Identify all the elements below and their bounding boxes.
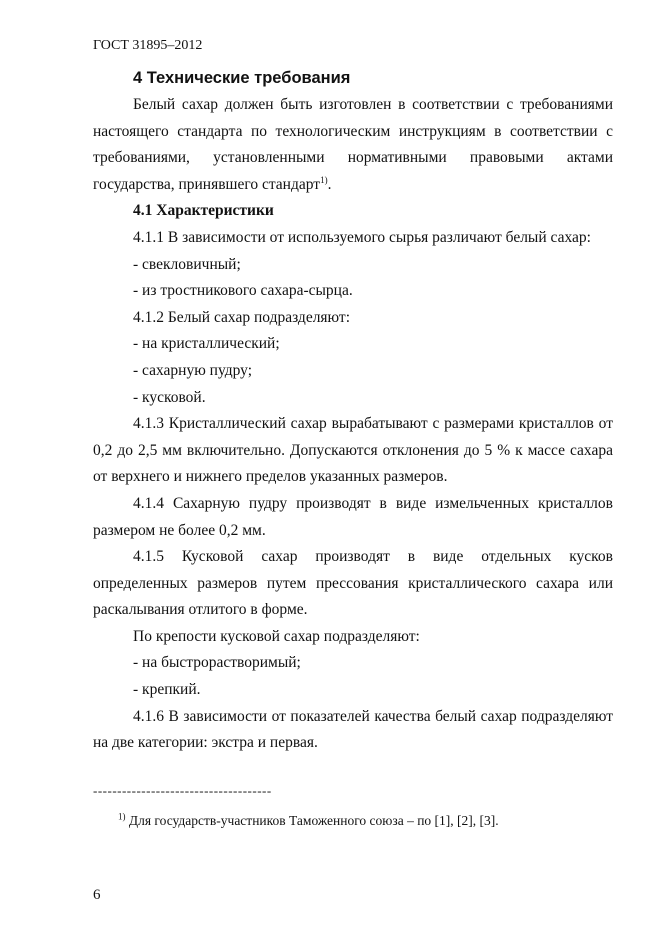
- intro-paragraph: Белый сахар должен быть изготовлен в соответствии с требованиями настоящего стандарта по технологическим инструкциям в соответствии с требованиями, установленными нормативными правовыми актами государства, принявшего стандарт$^{1)}$.: [93, 96, 613, 193]
- main-content: [93, 66, 613, 757]
- list-item: - свекловичный;: [133, 255, 241, 273]
- paragraph-strength: По крепости кусковой сахар подразделяют:: [133, 627, 420, 645]
- paragraph-4-1-6: 4.1.6 В зависимости от показателей качества белый сахар подразделяют на две категории: экстра и первая.: [93, 707, 613, 752]
- subsection-title: 4.1 Характеристики: [133, 202, 274, 220]
- paragraph-4-1-1: 4.1.1 В зависимости от используемого сырья различают белый сахар:: [133, 228, 591, 246]
- footnote-marker: 1): [118, 811, 126, 822]
- footnote-text: Для государств-участников Таможенного союза – по [1], [2], [3].: [125, 813, 499, 828]
- paragraph-4-1-5: 4.1.5 Кусковой сахар производят в виде отдельных кусков определенных размеров путем прессования кристаллического сахара или раскалывания отлитого в форме.: [93, 548, 613, 619]
- list-item: - из тростникового сахара-сырца.: [133, 282, 353, 300]
- list-item: - на быстрорастворимый;: [133, 654, 301, 672]
- footnote: [118, 813, 499, 829]
- list-item: - крепкий.: [133, 681, 201, 699]
- paragraph-4-1-2: 4.1.2 Белый сахар подразделяют:: [133, 308, 351, 326]
- section-title: 4 Технические требования: [133, 69, 351, 87]
- standard-header: ГОСТ 31895–2012: [93, 38, 203, 53]
- footnote-ref: 1): [320, 174, 328, 185]
- list-item: - кусковой.: [133, 388, 206, 406]
- paragraph-4-1-4: 4.1.4 Сахарную пудру производят в виде измельченных кристаллов размером не более 0,2 мм.: [93, 494, 613, 539]
- paragraph-4-1-3: 4.1.3 Кристаллический сахар вырабатывают с размерами кристаллов от 0,2 до 2,5 мм включительно. Допускаются отклонения до 5 % к массе сахара от верхнего и нижнего пределов указанных размеров.: [93, 415, 613, 486]
- list-item: - на кристаллический;: [133, 335, 280, 353]
- footnote-separator: -------------------------------------: [93, 783, 272, 798]
- page-number: 6: [93, 887, 101, 903]
- list-item: - сахарную пудру;: [133, 361, 253, 379]
